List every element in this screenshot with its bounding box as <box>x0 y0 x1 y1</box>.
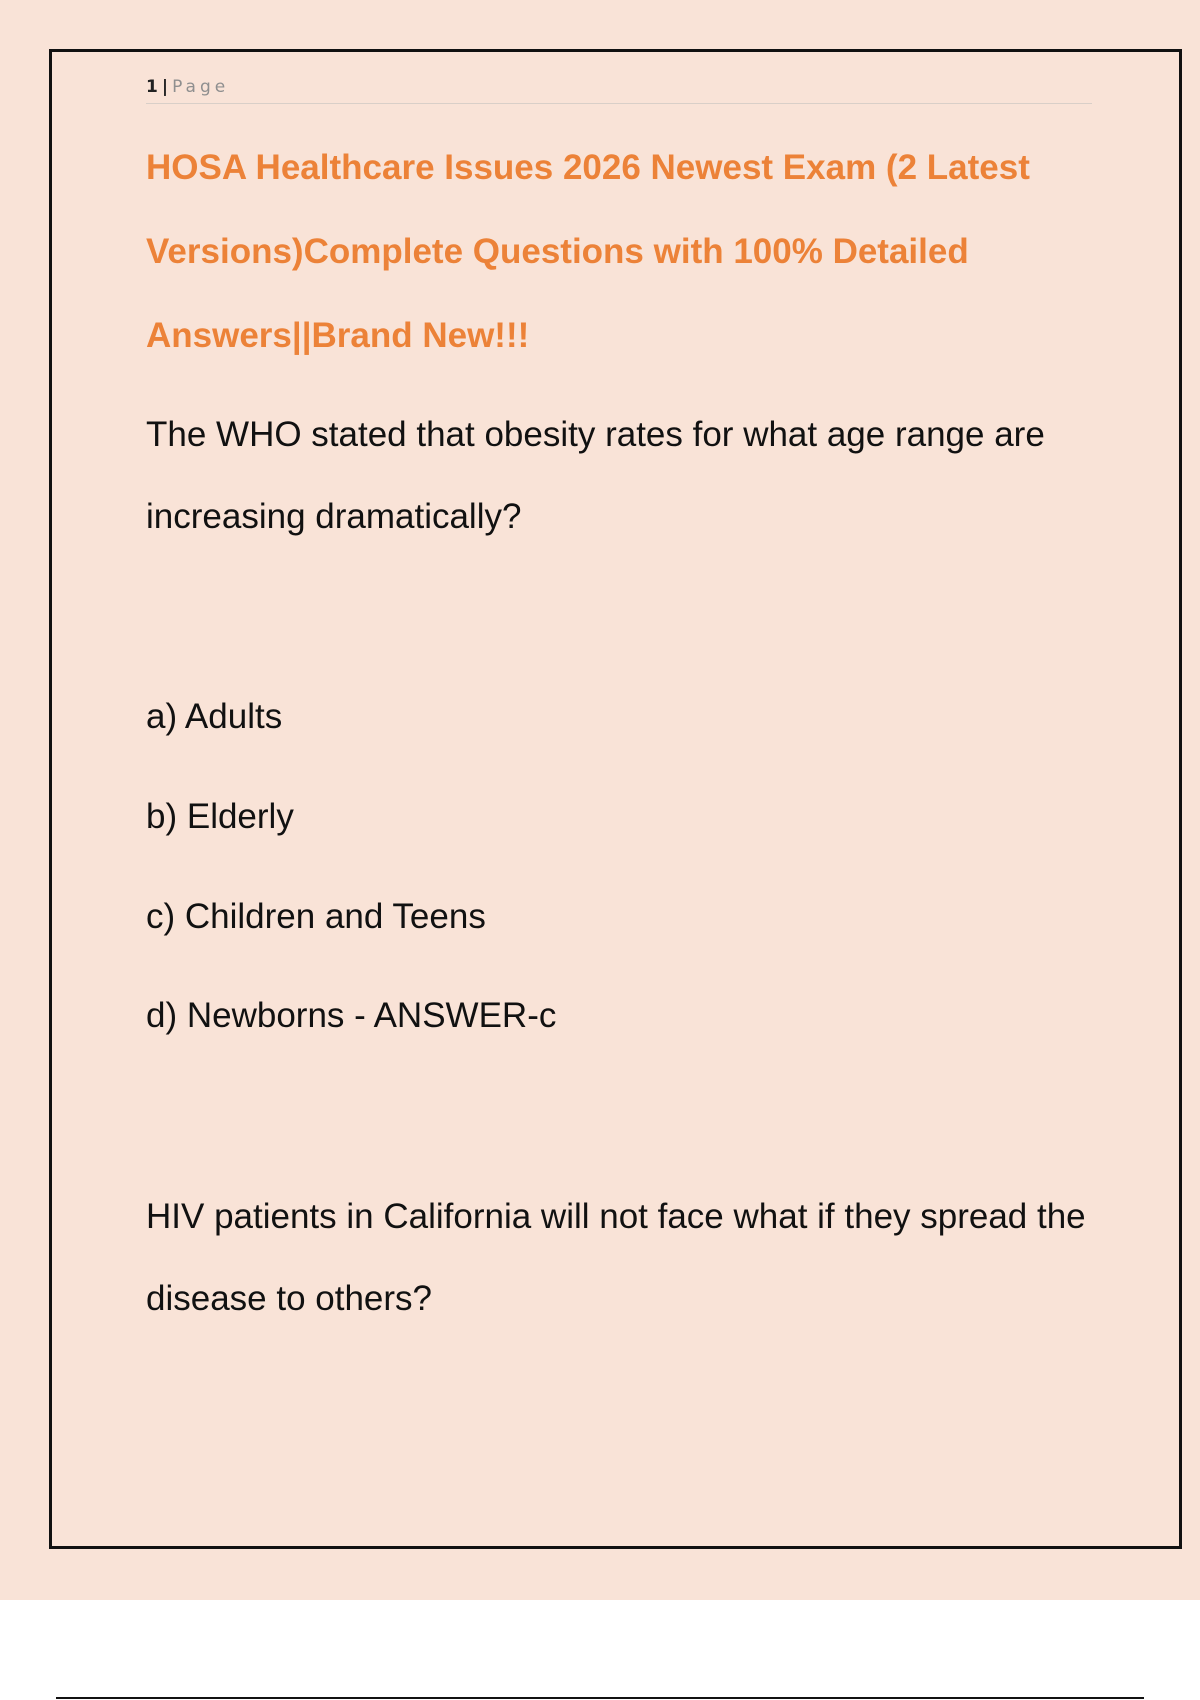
page-separator: | <box>161 77 169 97</box>
page-label: Page <box>172 77 230 97</box>
question-1-text: The WHO stated that obesity rates for what age range are increasing dramatically? <box>146 415 1045 536</box>
next-page-rule <box>56 1697 1144 1699</box>
page-header <box>146 74 1092 104</box>
question-2-text: HIV patients in California will not face what if they spread the disease to others? <box>146 1197 1086 1318</box>
question-1-option-a: a) Adults <box>146 697 283 736</box>
question-1-option-d: d) Newborns - ANSWER-c <box>146 996 557 1035</box>
question-1-option-b: b) Elderly <box>146 797 294 836</box>
document-title: HOSA Healthcare Issues 2026 Newest Exam (2 Latest Versions)Complete Questions with 100% Detailed Answers||Brand New!!! <box>146 148 1030 355</box>
question-1-option-c: c) Children and Teens <box>146 897 486 936</box>
page-number: 1 <box>146 77 158 97</box>
